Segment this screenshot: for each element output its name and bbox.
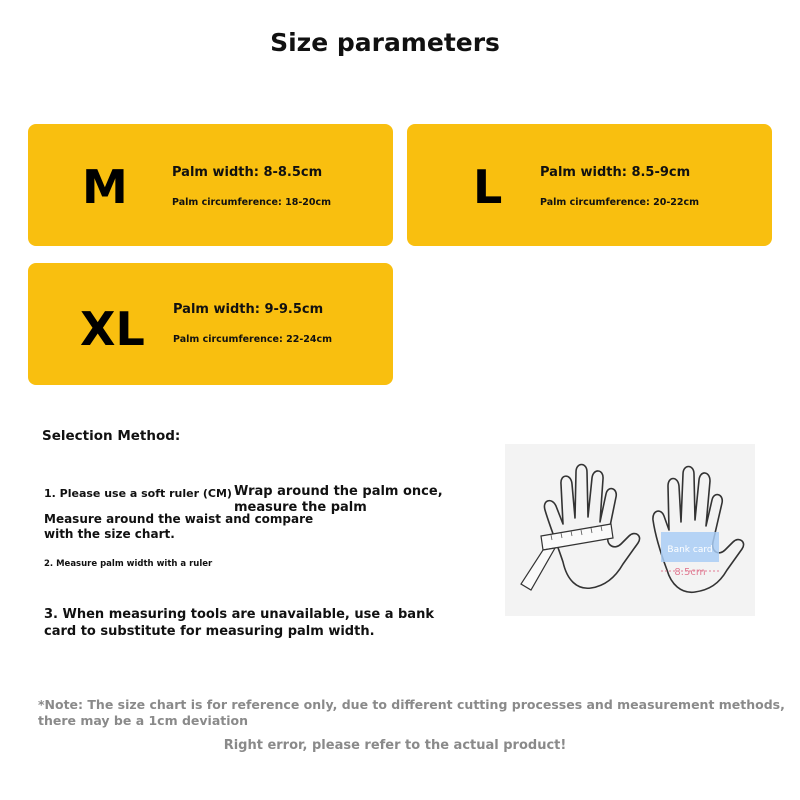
measure-line-1: Measure around the waist and compare xyxy=(44,512,314,526)
measure-instruction xyxy=(44,512,313,542)
hands-svg xyxy=(505,444,755,616)
size-label-m: M xyxy=(82,160,128,214)
palm-width-m: Palm width: 8-8.5cm xyxy=(172,165,323,180)
size-note xyxy=(38,697,785,729)
step-3-line-2: card to substitute for measuring palm width. xyxy=(44,624,375,639)
palm-circumference-m: Palm circumference: 18-20cm xyxy=(172,197,332,208)
size-label-xl: XL xyxy=(80,302,145,356)
size-card-xl xyxy=(28,263,393,385)
page-title: Size parameters xyxy=(270,28,500,57)
width-label: 8.5cm xyxy=(674,567,706,578)
step-2-text: 2. Measure palm width with a ruler xyxy=(44,559,213,569)
bank-card-label: Bank card xyxy=(667,545,713,555)
note-line-1: *Note: The size chart is for reference only, due to different cutting processes and measurement methods, xyxy=(38,697,785,712)
size-card-m xyxy=(28,124,393,246)
selection-method-title: Selection Method: xyxy=(42,428,181,444)
right-error-note: Right error, please refer to the actual product! xyxy=(223,738,567,753)
measure-line-2: with the size chart. xyxy=(44,527,175,541)
soft-ruler-icon xyxy=(521,524,613,590)
palm-width-l: Palm width: 8.5-9cm xyxy=(540,165,691,180)
wrap-line-1: Wrap around the palm once, xyxy=(234,484,443,499)
left-hand-icon xyxy=(544,465,639,589)
step-3-line-1: 3. When measuring tools are unavailable, use a bank xyxy=(44,607,434,622)
wrap-line-2: measure the palm xyxy=(234,500,367,515)
palm-width-xl: Palm width: 9-9.5cm xyxy=(173,302,324,317)
note-line-2: there may be a 1cm deviation xyxy=(38,713,249,728)
step-1-text: 1. Please use a soft ruler (CM) xyxy=(44,487,232,500)
palm-circumference-l: Palm circumference: 20-22cm xyxy=(540,197,700,208)
size-card-l xyxy=(407,124,772,246)
step-3-text xyxy=(44,606,434,640)
palm-circumference-xl: Palm circumference: 22-24cm xyxy=(173,334,333,345)
hand-measure-illustration xyxy=(505,444,755,616)
size-label-l: L xyxy=(473,160,503,214)
